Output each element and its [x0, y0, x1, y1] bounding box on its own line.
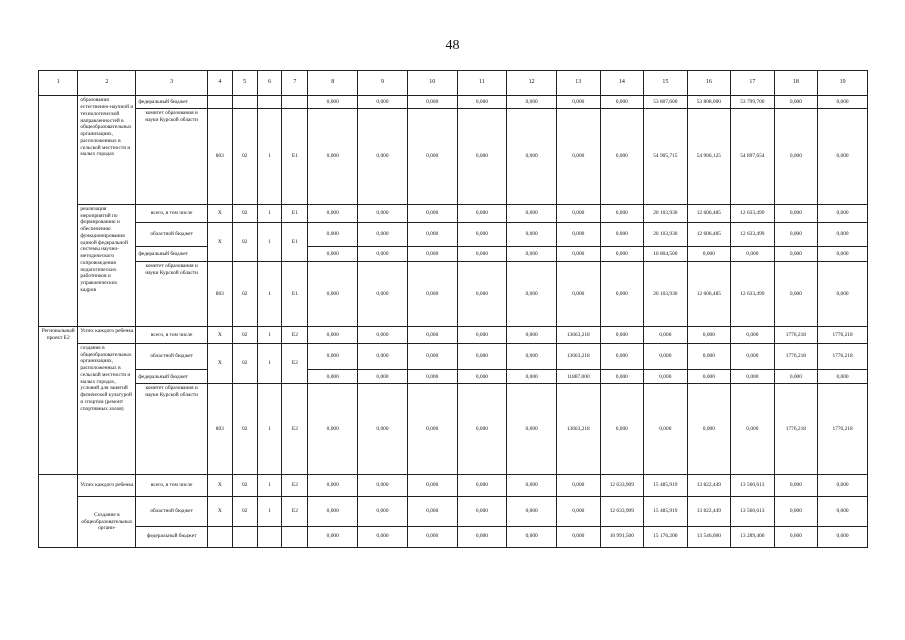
value-cell: 0,000	[818, 262, 868, 327]
code-cell: Е1	[282, 204, 308, 222]
code-cell: Е1	[282, 262, 308, 327]
code-cell: Е1	[282, 109, 308, 205]
code-cell: Х	[207, 343, 232, 383]
header-cell: 2	[78, 71, 136, 96]
table-row	[39, 247, 868, 262]
value-cell: 13663,218	[557, 343, 601, 370]
table-row	[39, 343, 868, 370]
header-cell: 6	[257, 71, 282, 96]
value-cell: 1776,218	[818, 326, 868, 343]
value-cell: 13663,218	[557, 384, 601, 474]
value-cell: 53 807,600	[644, 96, 688, 109]
value-cell: 0,000	[507, 370, 557, 384]
value-cell: 0,000	[457, 262, 507, 327]
funding-source: областной бюджет	[136, 222, 208, 246]
budget-table	[38, 70, 868, 548]
code-cell: Х	[207, 222, 232, 261]
value-cell: 0,000	[407, 526, 457, 547]
code-cell: 803	[207, 109, 232, 205]
value-cell: 0,000	[507, 262, 557, 327]
value-cell: 0,000	[308, 247, 358, 262]
value-cell: 12 606,485	[687, 262, 731, 327]
value-cell: 0,000	[358, 109, 408, 205]
header-cell: 15	[644, 71, 688, 96]
activity-description: реализация мероприятий по формированию и обеспечению функционирования единой федеральной системы научно-методического сопровождения педагогических работников и управленческих кадров	[78, 204, 136, 326]
cell	[207, 96, 232, 109]
value-cell: 0,000	[507, 204, 557, 222]
value-cell: 0,000	[600, 204, 644, 222]
value-cell: 0,000	[731, 370, 775, 384]
table-row	[39, 96, 868, 109]
value-cell: 0,000	[644, 326, 688, 343]
code-cell: 1	[257, 343, 282, 383]
value-cell: 20 103,930	[644, 262, 688, 327]
code-cell: 1	[257, 474, 282, 496]
value-cell: 1776,218	[818, 343, 868, 370]
funding-source: федеральный бюджет	[136, 526, 208, 547]
value-cell: 0,000	[507, 247, 557, 262]
table-row	[39, 204, 868, 222]
funding-source: областной бюджет	[136, 496, 208, 526]
value-cell: 0,000	[687, 247, 731, 262]
value-cell: 0,000	[308, 204, 358, 222]
header-cell: 16	[687, 71, 731, 96]
value-cell: 12 633,909	[600, 474, 644, 496]
value-cell: 0,000	[358, 326, 408, 343]
value-cell: 12 633,909	[600, 496, 644, 526]
activity-description: Создание в общеобразовательных органи-	[78, 496, 136, 547]
code-cell: 1	[257, 496, 282, 526]
value-cell: 1776,218	[774, 343, 818, 370]
header-cell: 9	[358, 71, 408, 96]
header-cell: 11	[457, 71, 507, 96]
activity-description: образования естественно-научной и технологической направленностей в общеобразовательных организациях, расположенных в сельской местности и малых городах	[78, 96, 136, 204]
funding-source: комитет образования и науки Курской области	[136, 262, 208, 327]
value-cell: 0,000	[774, 496, 818, 526]
value-cell: 13 560,613	[731, 474, 775, 496]
value-cell: 0,000	[600, 384, 644, 474]
value-cell: 0,000	[308, 262, 358, 327]
value-cell: 0,000	[407, 343, 457, 370]
header-cell: 7	[282, 71, 308, 96]
value-cell: 0,000	[818, 526, 868, 547]
value-cell: 0,000	[731, 343, 775, 370]
value-cell: 0,000	[644, 384, 688, 474]
table-row	[39, 370, 868, 384]
table-row	[39, 222, 868, 246]
activity-title: Успех каждого ребенка	[78, 474, 136, 496]
value-cell: 0,000	[600, 343, 644, 370]
table-row	[39, 109, 868, 205]
value-cell: 0,000	[308, 343, 358, 370]
code-cell: 1	[257, 109, 282, 205]
value-cell: 0,000	[507, 222, 557, 246]
table-row	[39, 526, 868, 547]
value-cell: 0,000	[774, 222, 818, 246]
value-cell: 13 289,400	[731, 526, 775, 547]
code-cell: Х	[207, 326, 232, 343]
value-cell: 0,000	[774, 474, 818, 496]
value-cell: 0,000	[731, 326, 775, 343]
value-cell: 13 560,613	[731, 496, 775, 526]
value-cell: 0,000	[358, 222, 408, 246]
value-cell: 0,000	[507, 384, 557, 474]
value-cell: 0,000	[358, 343, 408, 370]
funding-source: областной бюджет	[136, 343, 208, 370]
value-cell: 0,000	[600, 262, 644, 327]
code-cell: 02	[232, 222, 257, 261]
value-cell: 0,000	[600, 96, 644, 109]
value-cell: 0,000	[731, 384, 775, 474]
value-cell: 0,000	[457, 326, 507, 343]
value-cell: 0,000	[308, 96, 358, 109]
value-cell: 0,000	[358, 96, 408, 109]
header-cell: 5	[232, 71, 257, 96]
cell	[282, 526, 308, 547]
empty-cell	[39, 96, 78, 326]
code-cell: Х	[207, 204, 232, 222]
value-cell: 11887,000	[557, 370, 601, 384]
value-cell: 0,000	[407, 222, 457, 246]
value-cell: 0,000	[557, 526, 601, 547]
value-cell: 0,000	[600, 247, 644, 262]
value-cell: 0,000	[557, 96, 601, 109]
value-cell: 12 633,499	[731, 222, 775, 246]
value-cell: 20 103,930	[644, 204, 688, 222]
value-cell: 0,000	[818, 496, 868, 526]
value-cell: 12 633,499	[731, 262, 775, 327]
value-cell: 0,000	[457, 96, 507, 109]
value-cell: 13 822,449	[687, 496, 731, 526]
value-cell: 0,000	[557, 474, 601, 496]
value-cell: 0,000	[457, 474, 507, 496]
value-cell: 0,000	[457, 370, 507, 384]
value-cell: 0,000	[457, 204, 507, 222]
value-cell: 13 822,449	[687, 474, 731, 496]
cell	[232, 96, 257, 109]
code-cell: 02	[232, 384, 257, 474]
value-cell: 12 606,485	[687, 204, 731, 222]
value-cell: 0,000	[507, 326, 557, 343]
value-cell: 15 485,919	[644, 474, 688, 496]
value-cell: 0,000	[774, 96, 818, 109]
value-cell: 54 905,715	[644, 109, 688, 205]
value-cell: 0,000	[600, 326, 644, 343]
value-cell: 0,000	[687, 370, 731, 384]
value-cell: 0,000	[774, 247, 818, 262]
value-cell: 0,000	[818, 109, 868, 205]
value-cell: 13663,218	[557, 326, 601, 343]
value-cell: 0,000	[407, 384, 457, 474]
value-cell: 0,000	[774, 204, 818, 222]
header-cell: 8	[308, 71, 358, 96]
value-cell: 15 485,919	[644, 496, 688, 526]
value-cell: 0,000	[457, 109, 507, 205]
value-cell: 0,000	[457, 343, 507, 370]
code-cell: 1	[257, 326, 282, 343]
value-cell: 0,000	[407, 496, 457, 526]
value-cell: 53 799,700	[731, 96, 775, 109]
code-cell: 02	[232, 474, 257, 496]
value-cell: 0,000	[557, 222, 601, 246]
code-cell: 02	[232, 326, 257, 343]
header-cell: 19	[818, 71, 868, 96]
value-cell: 0,000	[358, 204, 408, 222]
header-row	[39, 71, 868, 96]
code-cell: 02	[232, 496, 257, 526]
value-cell: 0,000	[457, 384, 507, 474]
value-cell: 12 633,499	[731, 204, 775, 222]
value-cell: 0,000	[600, 222, 644, 246]
code-cell: 1	[257, 384, 282, 474]
code-cell: 803	[207, 262, 232, 327]
code-cell: 1	[257, 222, 282, 261]
code-cell: 02	[232, 343, 257, 383]
funding-source: федеральный бюджет	[136, 370, 208, 384]
value-cell: 0,000	[407, 96, 457, 109]
value-cell: 0,000	[308, 496, 358, 526]
code-cell: 02	[232, 204, 257, 222]
value-cell: 20 103,930	[644, 222, 688, 246]
value-cell: 0,000	[557, 262, 601, 327]
funding-source: федеральный бюджет	[136, 247, 208, 262]
value-cell: 0,000	[457, 496, 507, 526]
activity-title: Успех каждого ребенка	[78, 326, 136, 343]
value-cell: 0,000	[600, 370, 644, 384]
value-cell: 0,000	[308, 474, 358, 496]
value-cell: 0,000	[687, 343, 731, 370]
value-cell: 0,000	[644, 370, 688, 384]
value-cell: 0,000	[407, 204, 457, 222]
value-cell: 0,000	[557, 204, 601, 222]
value-cell: 15 176,200	[644, 526, 688, 547]
cell	[232, 526, 257, 547]
value-cell: 54 897,654	[731, 109, 775, 205]
header-cell: 18	[774, 71, 818, 96]
header-cell: 12	[507, 71, 557, 96]
cell	[257, 526, 282, 547]
header-cell: 10	[407, 71, 457, 96]
code-cell: Х	[207, 496, 232, 526]
value-cell: 0,000	[557, 109, 601, 205]
value-cell: 0,000	[507, 474, 557, 496]
header-cell: 3	[136, 71, 208, 96]
value-cell: 0,000	[507, 496, 557, 526]
header-cell: 17	[731, 71, 775, 96]
code-cell: Е2	[282, 343, 308, 383]
header-cell: 13	[557, 71, 601, 96]
value-cell: 0,000	[818, 370, 868, 384]
value-cell: 0,000	[507, 96, 557, 109]
value-cell: 0,000	[308, 326, 358, 343]
value-cell: 0,000	[644, 343, 688, 370]
value-cell: 0,000	[358, 496, 408, 526]
code-cell: 02	[232, 262, 257, 327]
value-cell: 0,000	[731, 247, 775, 262]
regional-project-label: Региональный проект Е2	[39, 326, 78, 474]
value-cell: 0,000	[687, 384, 731, 474]
value-cell: 0,000	[308, 526, 358, 547]
table-row	[39, 262, 868, 327]
value-cell: 0,000	[407, 262, 457, 327]
value-cell: 0,000	[818, 204, 868, 222]
value-cell: 0,000	[407, 370, 457, 384]
table-row	[39, 384, 868, 474]
value-cell: 12 606,485	[687, 222, 731, 246]
value-cell: 0,000	[457, 526, 507, 547]
value-cell: 10 804,500	[644, 247, 688, 262]
value-cell: 1776,218	[774, 326, 818, 343]
value-cell: 0,000	[557, 496, 601, 526]
value-cell: 0,000	[507, 526, 557, 547]
value-cell: 0,000	[457, 222, 507, 246]
value-cell: 53 808,000	[687, 96, 731, 109]
table-row	[39, 474, 868, 496]
code-cell: 02	[232, 109, 257, 205]
value-cell: 0,000	[308, 384, 358, 474]
value-cell: 0,000	[818, 474, 868, 496]
value-cell: 0,000	[818, 222, 868, 246]
value-cell: 0,000	[774, 109, 818, 205]
code-cell: 803	[207, 384, 232, 474]
code-cell: Е2	[282, 496, 308, 526]
value-cell: 0,000	[358, 384, 408, 474]
value-cell: 0,000	[818, 96, 868, 109]
cell	[207, 526, 232, 547]
value-cell: 0,000	[557, 247, 601, 262]
value-cell: 0,000	[507, 109, 557, 205]
header-cell: 14	[600, 71, 644, 96]
table-row	[39, 496, 868, 526]
value-cell: 54 906,125	[687, 109, 731, 205]
funding-source: комитет образования и науки Курской области	[136, 384, 208, 474]
cell	[257, 96, 282, 109]
value-cell: 0,000	[774, 262, 818, 327]
value-cell: 13 546,000	[687, 526, 731, 547]
value-cell: 0,000	[358, 247, 408, 262]
code-cell: Х	[207, 474, 232, 496]
code-cell: Е2	[282, 326, 308, 343]
value-cell: 0,000	[407, 474, 457, 496]
header-cell: 1	[39, 71, 78, 96]
value-cell: 0,000	[507, 343, 557, 370]
value-cell: 0,000	[600, 109, 644, 205]
funding-source: всего, в том числе	[136, 326, 208, 343]
activity-description: создание в общеобразовательных организациях, расположенных в сельской местности и малых городах, условий для занятий физической культурой и спортом (ремонт спортивных залов)	[78, 343, 136, 474]
page-number: 48	[445, 38, 460, 53]
value-cell: 1776,218	[818, 384, 868, 474]
value-cell: 1776,218	[774, 384, 818, 474]
funding-source: комитет образования и науки Курской области	[136, 109, 208, 205]
funding-source: федеральный бюджет	[136, 96, 208, 109]
value-cell: 0,000	[407, 109, 457, 205]
code-cell: 1	[257, 204, 282, 222]
value-cell: 0,000	[774, 526, 818, 547]
value-cell: 0,000	[818, 247, 868, 262]
value-cell: 0,000	[358, 474, 408, 496]
value-cell: 0,000	[687, 326, 731, 343]
table-row	[39, 326, 868, 343]
code-cell: Е1	[282, 222, 308, 261]
value-cell: 0,000	[407, 247, 457, 262]
value-cell: 0,000	[774, 370, 818, 384]
cell	[282, 96, 308, 109]
value-cell: 0,000	[358, 370, 408, 384]
code-cell: Е2	[282, 474, 308, 496]
code-cell: Е2	[282, 384, 308, 474]
value-cell: 0,000	[407, 326, 457, 343]
value-cell: 0,000	[358, 526, 408, 547]
value-cell: 0,000	[457, 247, 507, 262]
value-cell: 0,000	[308, 370, 358, 384]
empty-cell	[39, 474, 78, 547]
value-cell: 10 991,500	[600, 526, 644, 547]
value-cell: 0,000	[308, 109, 358, 205]
value-cell: 0,000	[358, 262, 408, 327]
funding-source: всего, в том числе	[136, 474, 208, 496]
value-cell: 0,000	[308, 222, 358, 246]
header-cell: 4	[207, 71, 232, 96]
funding-source: всего, в том числе	[136, 204, 208, 222]
code-cell: 1	[257, 262, 282, 327]
